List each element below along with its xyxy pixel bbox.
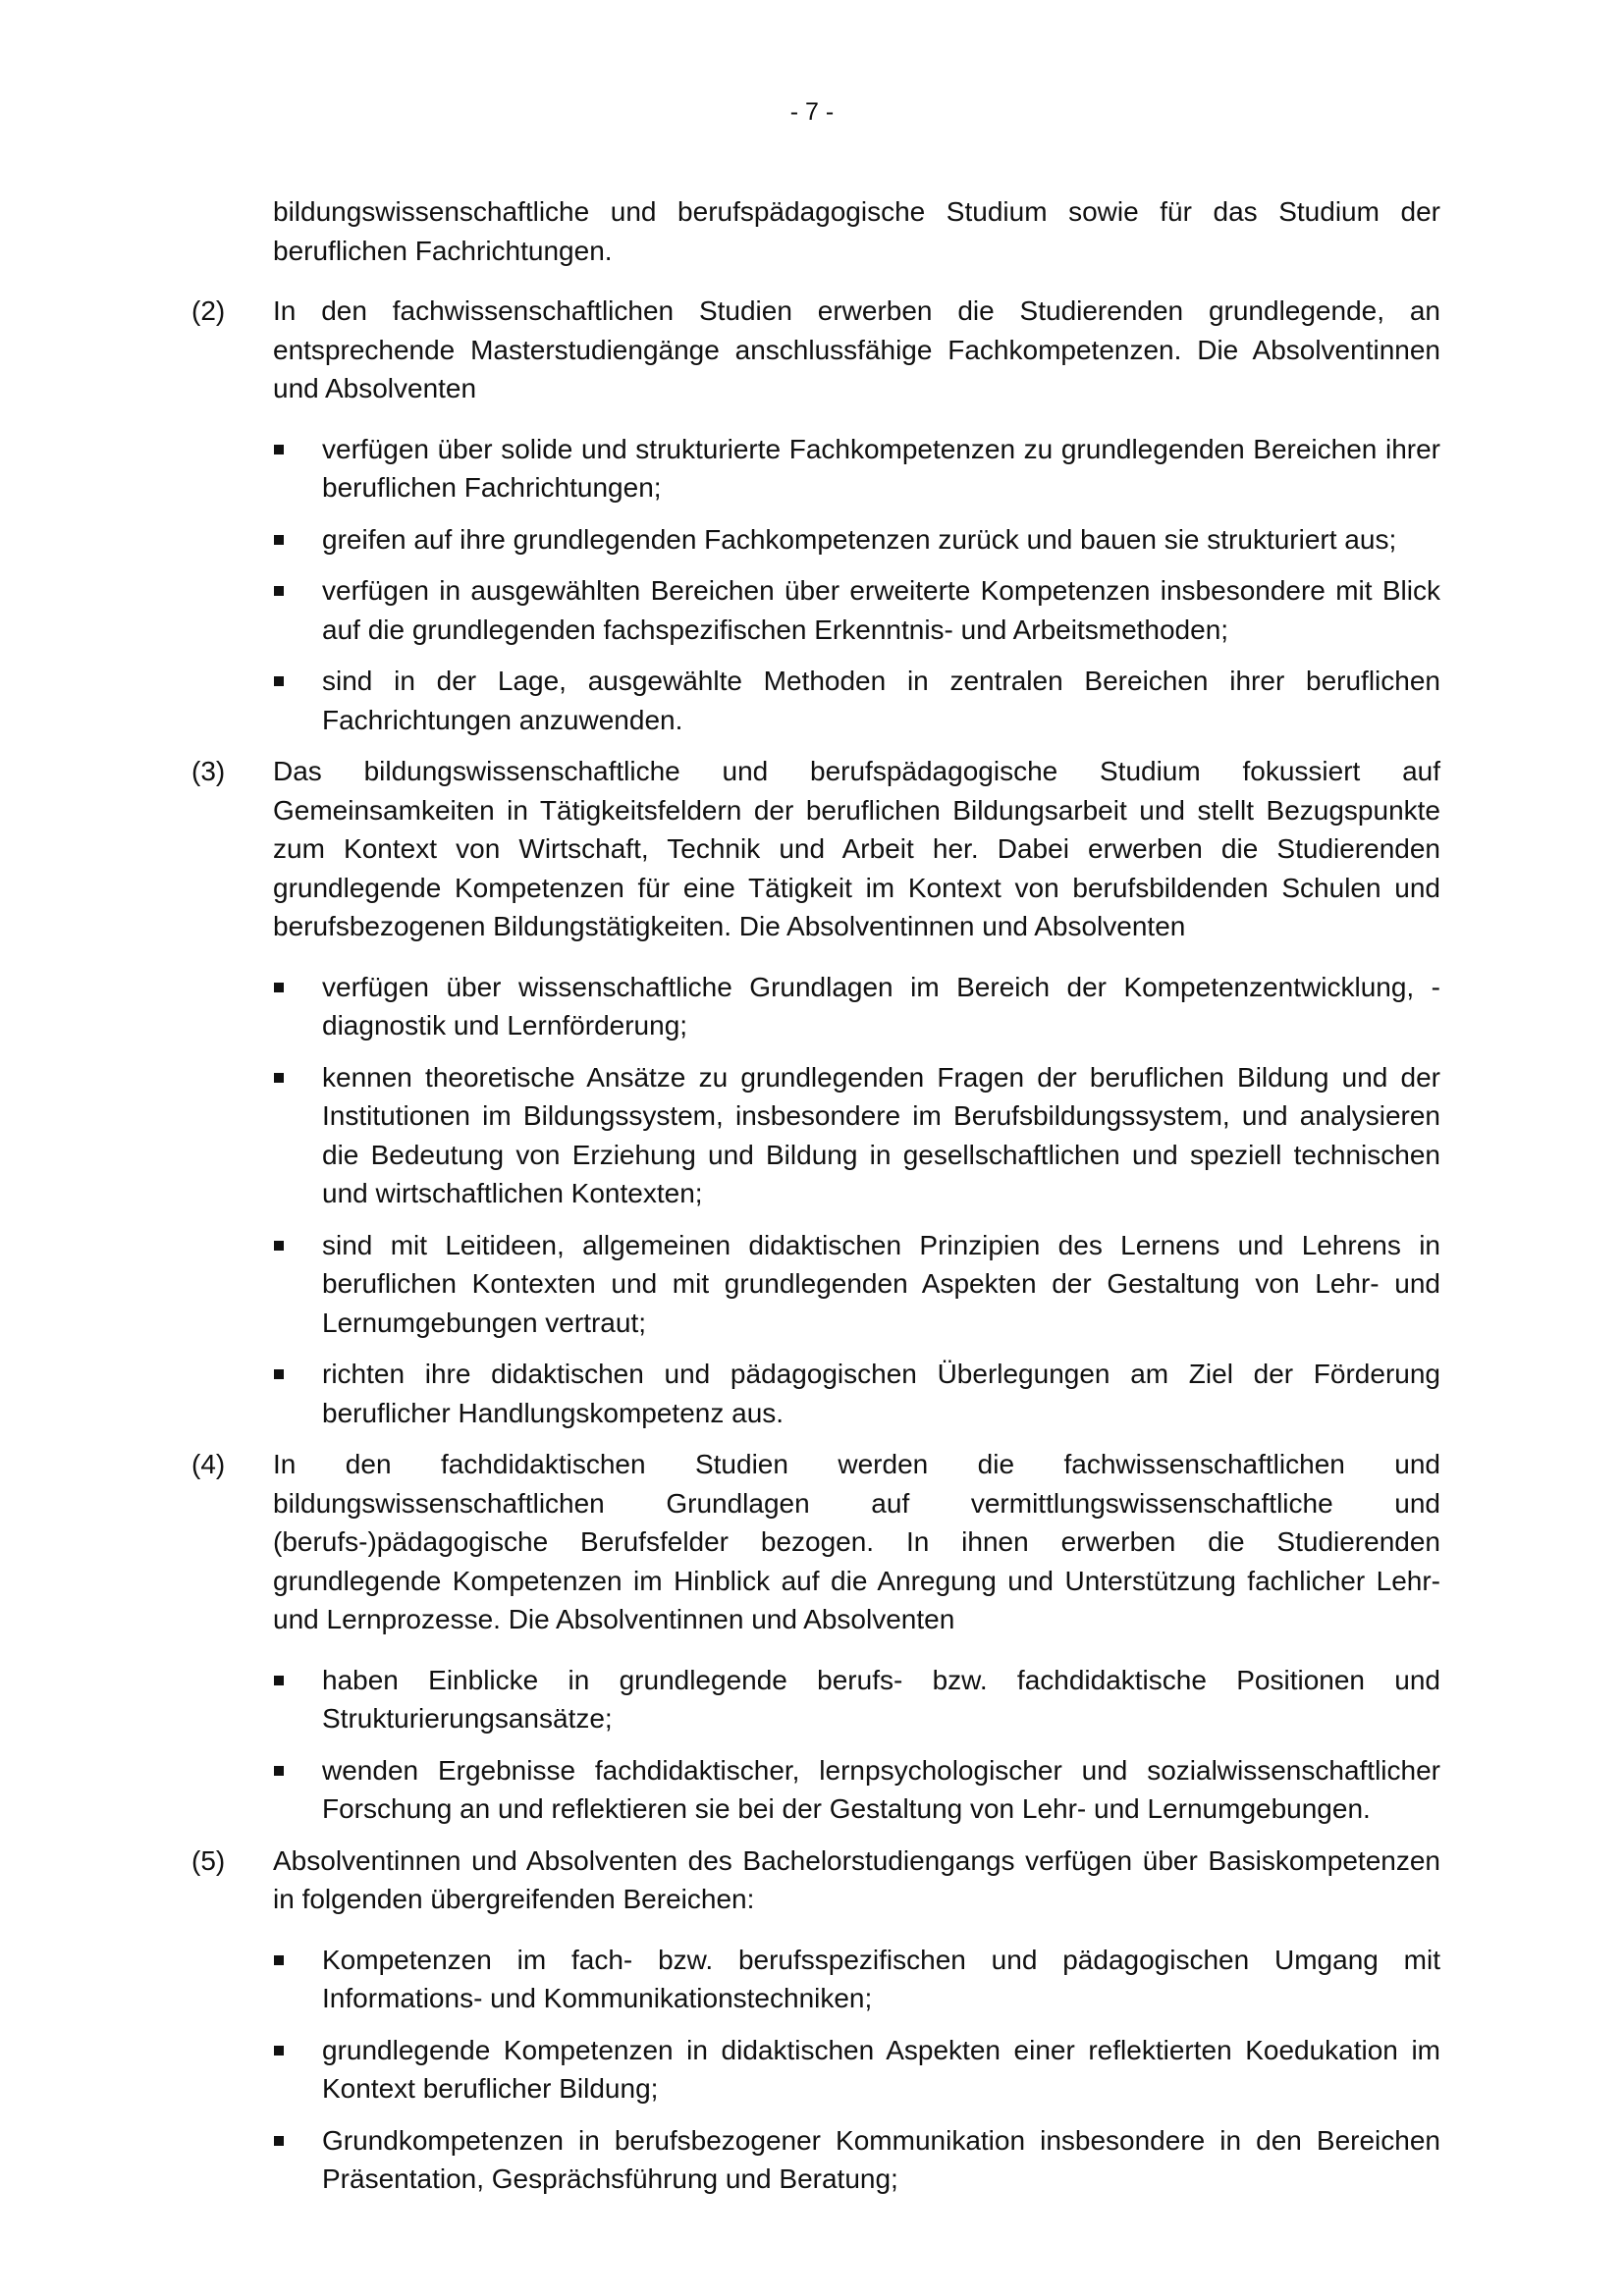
bullet-item: Kompetenzen im fach- bzw. berufsspezifischen und pädagogischen Umgang mit Informations- und Kommunikationstechniken; <box>322 1941 1440 2018</box>
section-3 <box>191 752 1440 1432</box>
section-number: (3) <box>191 756 226 786</box>
section-text: Das bildungswissenschaftliche und berufspädagogische Studium fokussiert auf Gemeinsamkeiten in Tätigkeitsfeldern der beruflichen Bildungsarbeit und stellt Bezugspunkte zum Kontext von Wirtschaft, Technik und Arbeit her. Dabei erwerben die Studierenden grundlegende Kompetenzen für eine Tätigkeit im Kontext von berufsbildenden Schulen und berufsbezogenen Bildungstätigkeiten. Die Absolventinnen und Absolventen <box>273 756 1440 941</box>
section-4 <box>191 1445 1440 1829</box>
document-body <box>191 192 1440 2212</box>
bullet-item: grundlegende Kompetenzen in didaktischen Aspekten einer reflektierten Koedukation im Kontext beruflicher Bildung; <box>322 2031 1440 2109</box>
bullet-item: Grundkompetenzen in berufsbezogener Kommunikation insbesondere in den Bereichen Präsentation, Gesprächsführung und Beratung; <box>322 2121 1440 2199</box>
bullet-list <box>273 1661 1440 1829</box>
section-5 <box>191 1842 1440 2199</box>
section-text: In den fachdidaktischen Studien werden die fachwissenschaftlichen und bildungswissenschaftlichen Grundlagen auf vermittlungswissenschaftliche und (berufs-)pädagogische Berufsfelder bezogen. In ihnen erwerben die Studierenden grundlegende Kompetenzen im Hinblick auf die Anregung und Unterstützung fachlicher Lehr- und Lernprozesse. Die Absolventinnen und Absolventen <box>273 1449 1440 1634</box>
intro-paragraph <box>191 192 1440 270</box>
section-number: (5) <box>191 1844 226 1876</box>
bullet-list <box>273 968 1440 1433</box>
bullet-item: greifen auf ihre grundlegenden Fachkompetenzen zurück und bauen sie strukturiert aus; <box>322 520 1440 560</box>
section-number: (2) <box>191 295 226 326</box>
bullet-item: verfügen über wissenschaftliche Grundlagen im Bereich der Kompetenzentwicklung, -diagnostik und Lernförderung; <box>322 968 1440 1045</box>
bullet-item: sind in der Lage, ausgewählte Methoden in zentralen Bereichen ihrer beruflichen Fachrichtungen anzuwenden. <box>322 662 1440 739</box>
bullet-item: sind mit Leitideen, allgemeinen didaktischen Prinzipien des Lernens und Lehrens in beruflichen Kontexten und mit grundlegenden Aspekten der Gestaltung von Lehr- und Lernumgebungen vertraut; <box>322 1226 1440 1343</box>
bullet-item: richten ihre didaktischen und pädagogischen Überlegungen am Ziel der Förderung beruflicher Handlungskompetenz aus. <box>322 1355 1440 1432</box>
intro-text: bildungswissenschaftliche und berufspädagogische Studium sowie für das Studium der beruflichen Fachrichtungen. <box>273 196 1440 266</box>
bullet-item: kennen theoretische Ansätze zu grundlegenden Fragen der beruflichen Bildung und der Institutionen im Bildungssystem, insbesondere im Berufsbildungssystem, und analysieren die Bedeutung von Erziehung und Bildung in gesellschaftlichen und speziell technischen und wirtschaftlichen Kontexten; <box>322 1058 1440 1213</box>
bullet-item: wenden Ergebnisse fachdidaktischer, lernpsychologischer und sozialwissenschaftlicher Forschung an und reflektieren sie bei der Gestaltung von Lehr- und Lernumgebungen. <box>322 1751 1440 1829</box>
section-number: (4) <box>191 1449 226 1479</box>
bullet-item: verfügen in ausgewählten Bereichen über erweiterte Kompetenzen insbesondere mit Blick auf die grundlegenden fachspezifischen Erkenntnis- und Arbeitsmethoden; <box>322 571 1440 649</box>
section-text: In den fachwissenschaftlichen Studien erwerben die Studierenden grundlegende, an entsprechende Masterstudiengänge anschlussfähige Fachkompetenzen. Die Absolventinnen und Absolventen <box>273 295 1440 403</box>
section-text: Absolventinnen und Absolventen des Bachelorstudiengangs verfügen über Basiskompetenzen in folgenden übergreifenden Bereichen: <box>273 1844 1440 1914</box>
bullet-list <box>273 430 1440 740</box>
bullet-list <box>273 1941 1440 2199</box>
bullet-item: haben Einblicke in grundlegende berufs- bzw. fachdidaktische Positionen und Strukturierungsansätze; <box>322 1661 1440 1738</box>
page-number: - 7 - <box>789 98 835 126</box>
bullet-item: verfügen über solide und strukturierte Fachkompetenzen zu grundlegenden Bereichen ihrer beruflichen Fachrichtungen; <box>322 430 1440 507</box>
section-2 <box>191 292 1440 739</box>
